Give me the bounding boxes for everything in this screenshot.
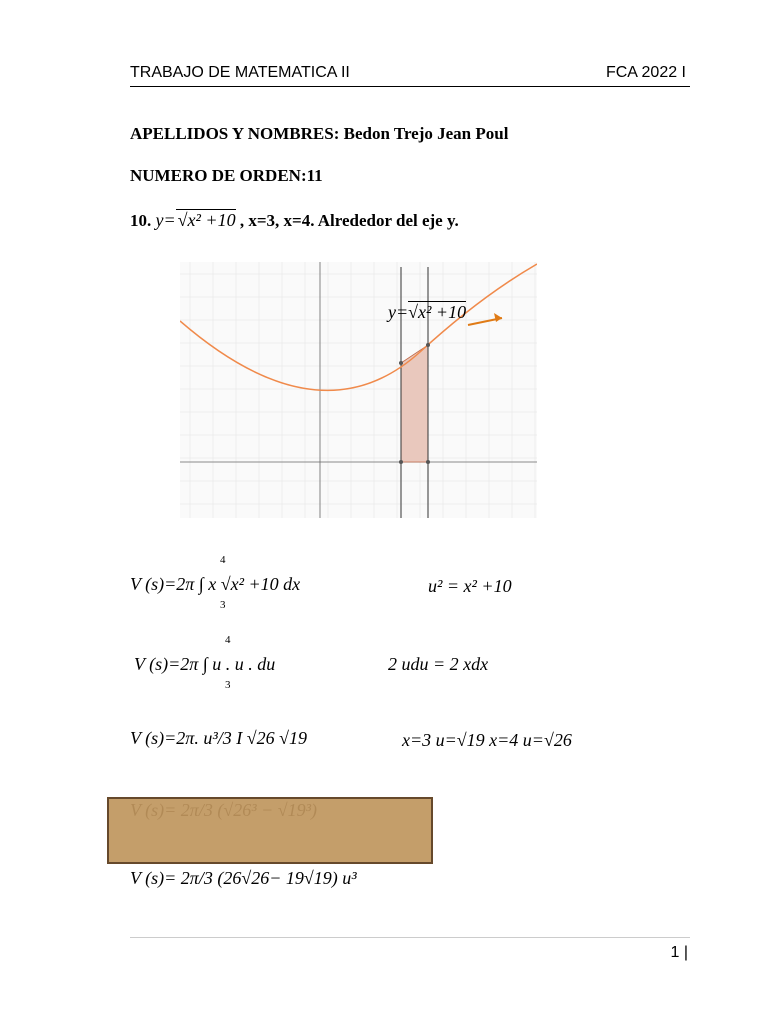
problem-rest: , x=3, x=4. Alrededor del eje y. (239, 211, 459, 230)
step-3-limits: x=3 u=√19 x=4 u=√26 (402, 730, 572, 750)
problem-radicand: √x² +10 (177, 210, 236, 230)
step-1-substitution: u² = x² +10 (428, 576, 512, 596)
page-header (130, 62, 690, 87)
student-name: APELLIDOS Y NOMBRES: Bedon Trejo Jean Poul (130, 124, 509, 143)
step-1: V (s)=2π ∫ x √x² +10 dx (130, 574, 301, 594)
page-number: 1 | (670, 944, 688, 961)
problem-number: 10. (130, 211, 152, 230)
radicand-text: x² +10 (187, 210, 236, 230)
footer-divider (130, 937, 690, 938)
highlight-box (107, 797, 433, 864)
function-graph (180, 262, 537, 518)
step-5: V (s)= 2π/3 (26√26− 19√19) u³ (130, 868, 357, 888)
step-2-upper: 4 (225, 634, 231, 646)
step-2-differential: 2 udu = 2 xdx (388, 654, 489, 674)
step-1-upper: 4 (220, 554, 226, 566)
graph-label-y: y= (388, 302, 409, 322)
graph-curve-label: y=√x² +10 (388, 302, 467, 322)
step-1-lower: 3 (220, 599, 226, 611)
problem-y: y= (155, 210, 176, 230)
step-3: V (s)=2π. u³/3 I √26 √19 (130, 728, 307, 748)
header-course: FCA 2022 I (605, 64, 686, 81)
problem-statement (130, 210, 459, 231)
header-title: TRABAJO DE MATEMATICA II (130, 64, 350, 81)
step-2-lower: 3 (225, 679, 231, 691)
step-2: V (s)=2π ∫ u . u . du (134, 654, 276, 674)
order-number: NUMERO DE ORDEN:11 (130, 166, 323, 185)
graph-label-radicand: x² +10 (418, 302, 467, 322)
